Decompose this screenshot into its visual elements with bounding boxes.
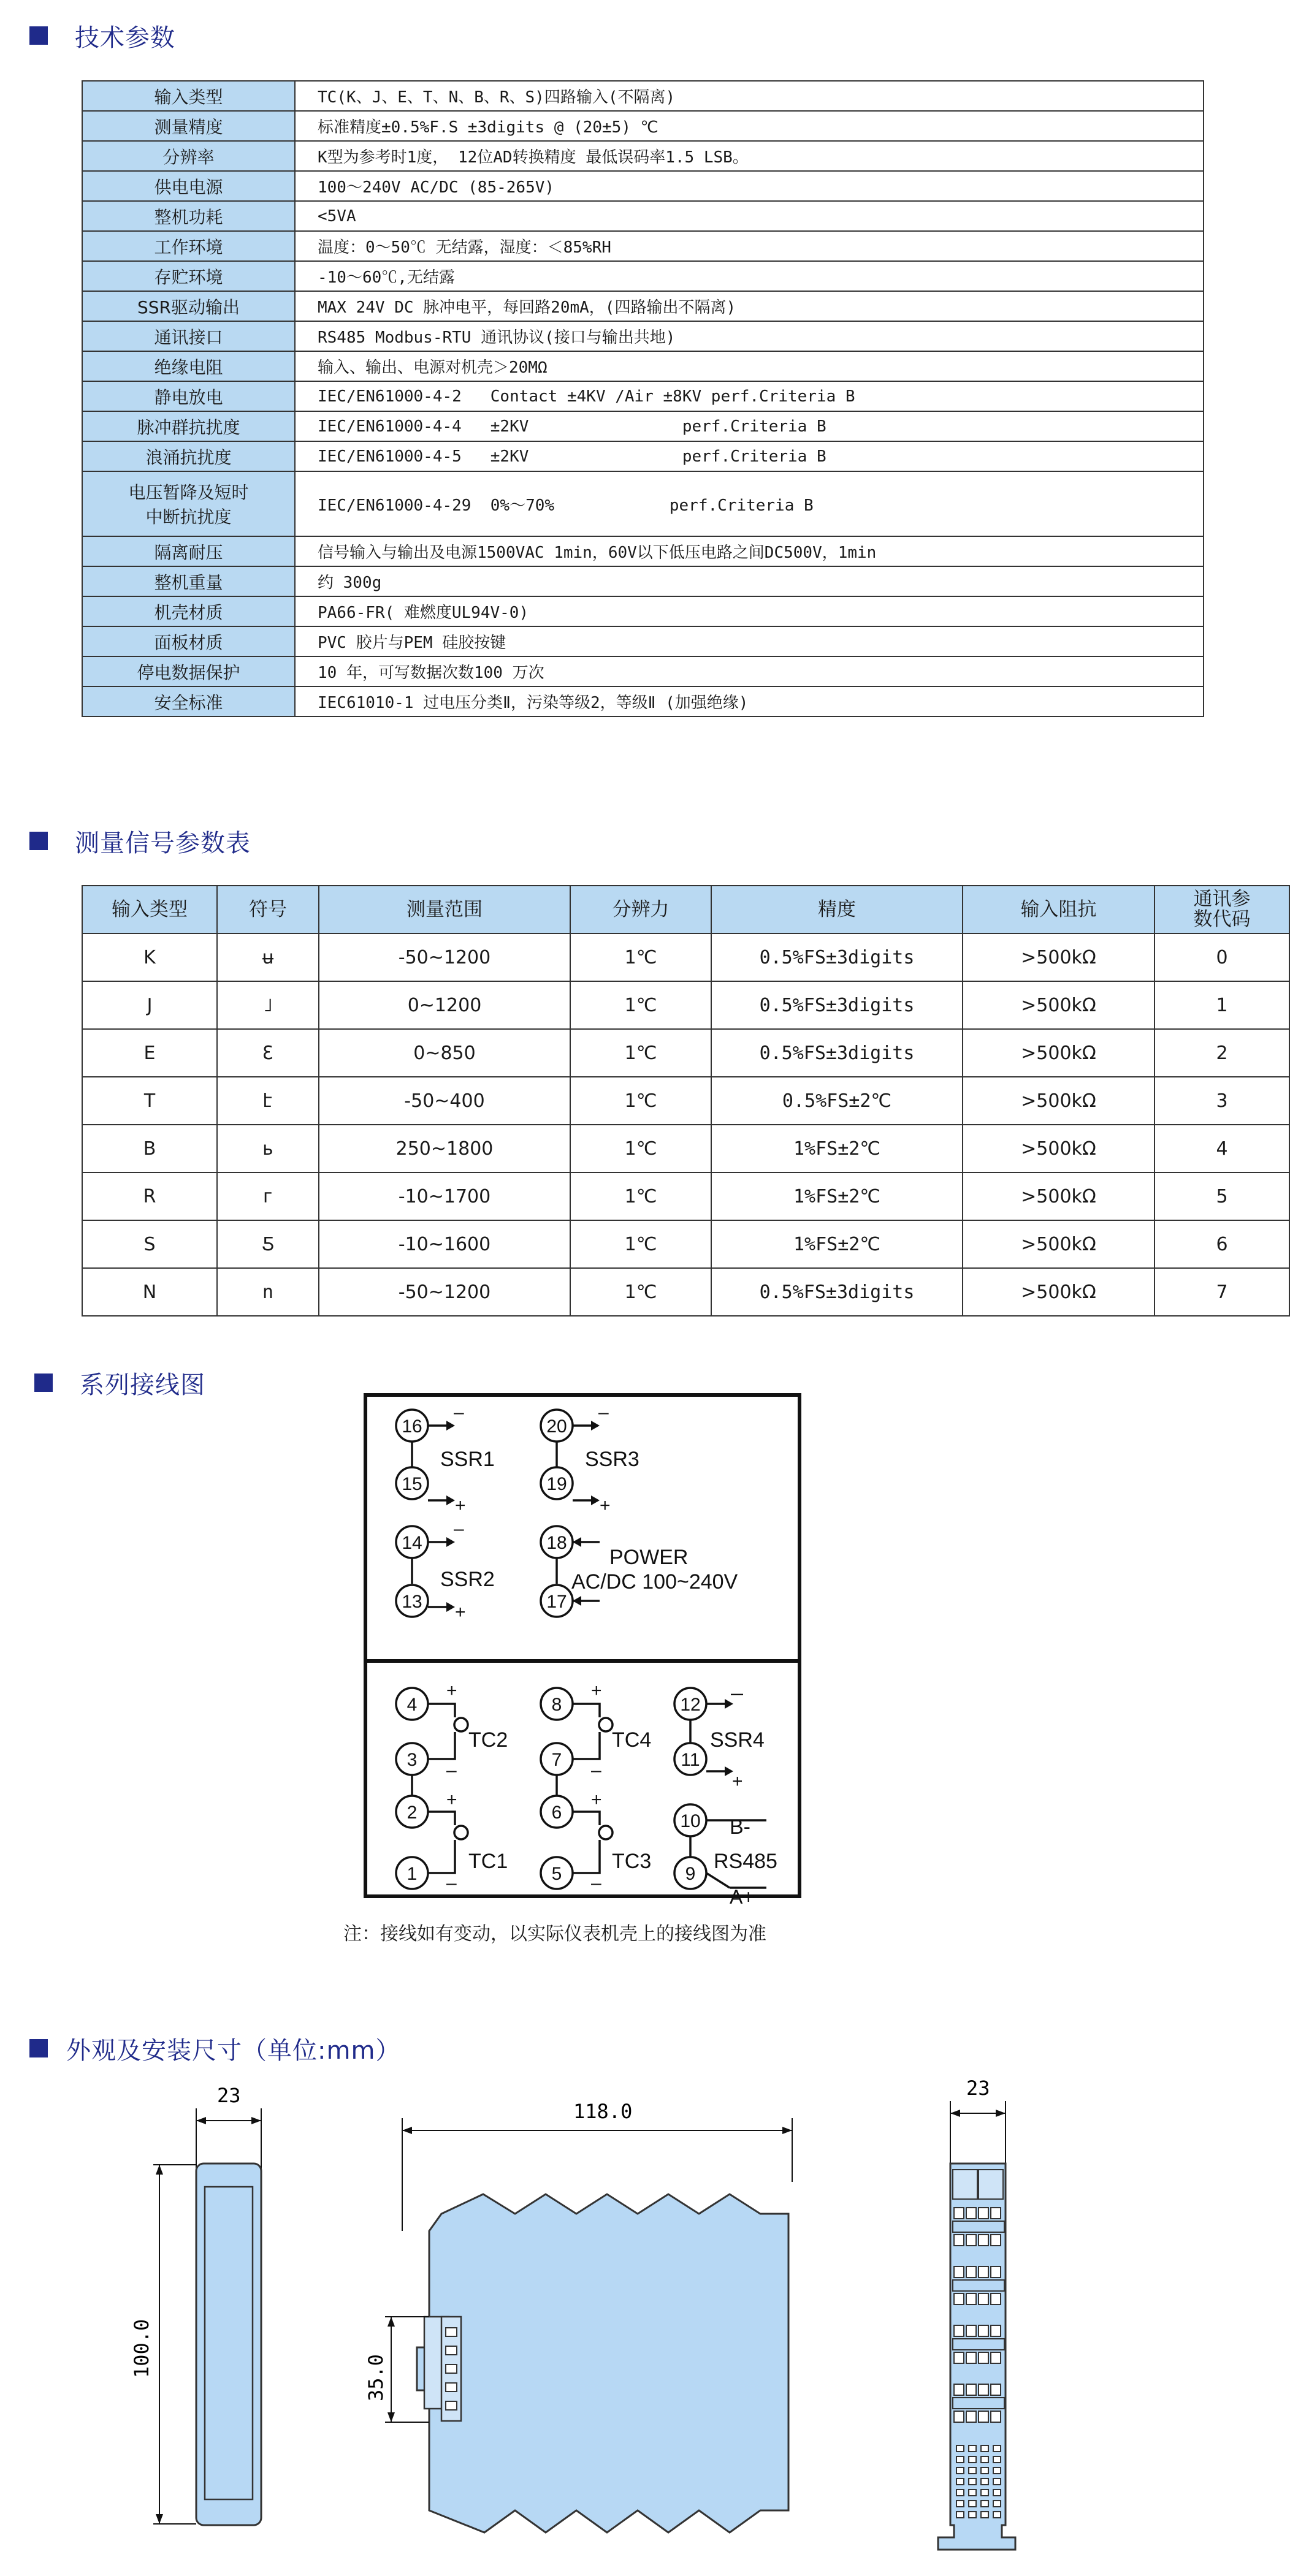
measure-cell-imp: >500kΩ bbox=[963, 1125, 1155, 1172]
spec-value: MAX 24V DC 脉冲电平，每回路20mA，(四路输出不隔离) bbox=[295, 291, 1204, 321]
measure-cell-imp: >500kΩ bbox=[963, 1029, 1155, 1077]
section-square-icon bbox=[29, 26, 48, 45]
measure-cell-res: 1℃ bbox=[570, 1172, 711, 1220]
terminal-number: 4 bbox=[406, 1695, 418, 1715]
measure-cell-acc: 0.5%FS±2℃ bbox=[711, 1077, 963, 1125]
measure-cell-range: -50~400 bbox=[319, 1077, 570, 1125]
col-header-symbol: 符号 bbox=[217, 886, 319, 933]
measure-cell-sym: г bbox=[217, 1172, 319, 1220]
measure-row bbox=[82, 1220, 1289, 1268]
spec-value: IEC/EN61000-4-29 0%～70% perf.Criteria B bbox=[295, 471, 1204, 536]
spec-row bbox=[82, 261, 1204, 291]
terminal-number: 18 bbox=[546, 1533, 567, 1553]
spec-row bbox=[82, 231, 1204, 261]
measure-cell-range: -10~1700 bbox=[319, 1172, 570, 1220]
spec-label: SSR驱动输出 bbox=[82, 291, 295, 321]
measure-cell-acc: 1%FS±2℃ bbox=[711, 1220, 963, 1268]
spec-row bbox=[82, 111, 1204, 141]
terminal-number: 16 bbox=[402, 1416, 422, 1437]
measure-cell-range: -50~1200 bbox=[319, 933, 570, 981]
spec-row bbox=[82, 441, 1204, 471]
spec-label: 测量精度 bbox=[82, 111, 295, 141]
terminal-number: 8 bbox=[551, 1695, 562, 1715]
dim-length: 118.0 bbox=[573, 2100, 633, 2123]
measure-cell-code: 5 bbox=[1155, 1172, 1289, 1220]
spec-row bbox=[82, 656, 1204, 686]
measure-cell-sym: ո bbox=[217, 1268, 319, 1316]
spec-value: IEC61010-1 过电压分类Ⅱ，污染等级2，等级Ⅱ (加强绝缘) bbox=[295, 686, 1204, 716]
minus-sign: – bbox=[591, 1873, 601, 1893]
spec-label: 供电电源 bbox=[82, 171, 295, 201]
terminal-number: 11 bbox=[681, 1750, 700, 1770]
spec-value: <5VA bbox=[295, 201, 1204, 231]
measure-row bbox=[82, 1125, 1289, 1172]
tc1-label: TC1 bbox=[468, 1850, 508, 1873]
minus-sign: – bbox=[446, 1760, 457, 1780]
spec-value: 标准精度±0.5%F.S ±3digits @ (20±5) ℃ bbox=[295, 111, 1204, 141]
measure-cell-res: 1℃ bbox=[570, 1125, 711, 1172]
measure-cell-code: 2 bbox=[1155, 1029, 1289, 1077]
measure-cell-sym: ь bbox=[217, 1125, 319, 1172]
measure-cell-range: -10~1600 bbox=[319, 1220, 570, 1268]
terminal-number: 9 bbox=[685, 1864, 696, 1884]
plus-sign: + bbox=[446, 1790, 457, 1810]
spec-label: 机壳材质 bbox=[82, 596, 295, 626]
tc4-label: TC4 bbox=[612, 1728, 652, 1752]
ssr4-label: SSR4 bbox=[710, 1728, 765, 1752]
col-header-code: 通讯参 数代码 bbox=[1155, 886, 1289, 933]
measure-cell-type: K bbox=[82, 933, 217, 981]
spec-label: 停电数据保护 bbox=[82, 656, 295, 686]
terminal-number: 12 bbox=[680, 1695, 701, 1715]
terminal-number: 5 bbox=[551, 1864, 562, 1884]
spec-value: IEC/EN61000-4-5 ±2KV perf.Criteria B bbox=[295, 441, 1204, 471]
spec-row bbox=[82, 81, 1204, 111]
measure-cell-res: 1℃ bbox=[570, 1220, 711, 1268]
measure-cell-acc: 0.5%FS±3digits bbox=[711, 981, 963, 1029]
measure-cell-imp: >500kΩ bbox=[963, 981, 1155, 1029]
measure-cell-type: R bbox=[82, 1172, 217, 1220]
spec-label: 通讯接口 bbox=[82, 321, 295, 351]
terminal-number: 15 bbox=[402, 1474, 422, 1494]
spec-value: 10 年，可写数据次数100 万次 bbox=[295, 656, 1204, 686]
wiring-diagram bbox=[362, 1391, 803, 1908]
terminal-number: 3 bbox=[406, 1750, 418, 1770]
b-minus-label: B- bbox=[730, 1815, 750, 1839]
plus-sign: + bbox=[591, 1790, 602, 1810]
ssr3-label: SSR3 bbox=[585, 1448, 639, 1471]
wiring-note: 注：接线如有变动，以实际仪表机壳上的接线图为准 bbox=[343, 1923, 766, 1945]
spec-label: 绝缘电阻 bbox=[82, 351, 295, 381]
side-view bbox=[364, 2100, 792, 2532]
spec-value: K型为参考时1度， 12位AD转换精度 最低误码率1.5 LSB。 bbox=[295, 141, 1204, 171]
measure-row bbox=[82, 1029, 1289, 1077]
measure-cell-imp: >500kΩ bbox=[963, 1077, 1155, 1125]
col-header-type: 输入类型 bbox=[82, 886, 217, 933]
dim-height: 100.0 bbox=[130, 2319, 153, 2378]
a-plus-label: A+ bbox=[730, 1886, 755, 1908]
minus-sign: – bbox=[446, 1873, 457, 1893]
measure-cell-acc: 0.5%FS±3digits bbox=[711, 1268, 963, 1316]
measure-cell-range: -50~1200 bbox=[319, 1268, 570, 1316]
spec-value: PA66-FR( 难燃度UL94V-0) bbox=[295, 596, 1204, 626]
spec-label: 浪涌抗扰度 bbox=[82, 441, 295, 471]
tc3-label: TC3 bbox=[612, 1850, 652, 1873]
plus-sign: + bbox=[591, 1681, 602, 1701]
power-range-label: AC/DC 100~240V bbox=[571, 1570, 738, 1594]
section-square-icon bbox=[34, 1373, 53, 1392]
measure-cell-imp: >500kΩ bbox=[963, 1268, 1155, 1316]
section-square-icon bbox=[29, 2039, 48, 2057]
measure-cell-code: 3 bbox=[1155, 1077, 1289, 1125]
measure-cell-code: 6 bbox=[1155, 1220, 1289, 1268]
measure-row bbox=[82, 933, 1289, 981]
measure-row bbox=[82, 981, 1289, 1029]
spec-value: 温度：0～50℃ 无结露，湿度：＜85%RH bbox=[295, 231, 1204, 261]
spec-row bbox=[82, 351, 1204, 381]
dimension-drawings bbox=[123, 2047, 1079, 2550]
measure-cell-range: 250~1800 bbox=[319, 1125, 570, 1172]
spec-label: 整机功耗 bbox=[82, 201, 295, 231]
tc2-label: TC2 bbox=[468, 1728, 508, 1752]
rs485-label: RS485 bbox=[714, 1850, 777, 1873]
measure-cell-sym: Ƽ bbox=[217, 1220, 319, 1268]
dim-rail: 35.0 bbox=[364, 2354, 387, 2401]
terminal-number: 10 bbox=[680, 1811, 701, 1831]
measure-cell-acc: 0.5%FS±3digits bbox=[711, 933, 963, 981]
spec-label: 安全标准 bbox=[82, 686, 295, 716]
measure-cell-type: T bbox=[82, 1077, 217, 1125]
plus-sign: + bbox=[455, 1602, 466, 1622]
spec-value: RS485 Modbus-RTU 通讯协议(接口与输出共地) bbox=[295, 321, 1204, 351]
power-label: POWER bbox=[609, 1546, 689, 1569]
dim-width-left: 23 bbox=[217, 2084, 241, 2107]
ssr2-label: SSR2 bbox=[440, 1568, 495, 1591]
section-square-icon bbox=[29, 832, 48, 850]
spec-label: 整机重量 bbox=[82, 566, 295, 596]
terminal-number: 6 bbox=[551, 1803, 562, 1823]
spec-value: IEC/EN61000-4-4 ±2KV perf.Criteria B bbox=[295, 411, 1204, 441]
spec-value: 约 300g bbox=[295, 566, 1204, 596]
spec-row bbox=[82, 321, 1204, 351]
plus-sign: + bbox=[455, 1495, 466, 1516]
spec-label: 输入类型 bbox=[82, 81, 295, 111]
measure-cell-range: 0~850 bbox=[319, 1029, 570, 1077]
measure-cell-acc: 0.5%FS±3digits bbox=[711, 1029, 963, 1077]
spec-label: 电压暂降及短时 中断抗扰度 bbox=[82, 471, 295, 536]
terminal-number: 19 bbox=[546, 1474, 567, 1494]
spec-value: TC(K、J、E、T、N、B、R、S)四路输入(不隔离) bbox=[295, 81, 1204, 111]
spec-row bbox=[82, 381, 1204, 411]
spec-table bbox=[82, 80, 1204, 717]
terminal-number: 13 bbox=[402, 1592, 422, 1612]
end-view bbox=[938, 2076, 1015, 2550]
terminal-number: 17 bbox=[546, 1592, 567, 1612]
measure-cell-code: 7 bbox=[1155, 1268, 1289, 1316]
measure-cell-acc: 1%FS±2℃ bbox=[711, 1172, 963, 1220]
plus-sign: + bbox=[446, 1681, 457, 1701]
plus-sign: + bbox=[732, 1771, 743, 1791]
spec-row bbox=[82, 411, 1204, 441]
minus-sign: – bbox=[454, 1519, 464, 1539]
spec-value: 输入、输出、电源对机壳＞20MΩ bbox=[295, 351, 1204, 381]
spec-row bbox=[82, 201, 1204, 231]
minus-sign: – bbox=[591, 1760, 601, 1780]
spec-label: 隔离耐压 bbox=[82, 536, 295, 566]
spec-value: PVC 胶片与PEM 硅胶按键 bbox=[295, 626, 1204, 656]
terminal-number: 2 bbox=[406, 1803, 418, 1823]
measure-cell-sym: Ɛ bbox=[217, 1029, 319, 1077]
col-header-impedance: 输入阻抗 bbox=[963, 886, 1155, 933]
section-title-measure: 测量信号参数表 bbox=[29, 823, 251, 859]
measure-cell-type: B bbox=[82, 1125, 217, 1172]
spec-value: 100～240V AC/DC (85-265V) bbox=[295, 171, 1204, 201]
spec-label: 存贮环境 bbox=[82, 261, 295, 291]
spec-row bbox=[82, 291, 1204, 321]
spec-label: 静电放电 bbox=[82, 381, 295, 411]
measure-cell-type: E bbox=[82, 1029, 217, 1077]
section-title-dims: 外观及安装尺寸（单位:mm） bbox=[29, 2030, 400, 2067]
measure-cell-sym: ˩ bbox=[217, 981, 319, 1029]
minus-sign: – bbox=[731, 1680, 744, 1705]
spec-value: IEC/EN61000-4-2 Contact ±4KV /Air ±8KV perf.Criteria B bbox=[295, 381, 1204, 411]
terminal-number: 20 bbox=[546, 1416, 567, 1437]
spec-label: 工作环境 bbox=[82, 231, 295, 261]
measure-cell-range: 0~1200 bbox=[319, 981, 570, 1029]
section-title-tech: 技术参数 bbox=[29, 17, 175, 54]
measure-cell-type: N bbox=[82, 1268, 217, 1316]
measure-row bbox=[82, 1268, 1289, 1316]
spec-row bbox=[82, 171, 1204, 201]
spec-row bbox=[82, 686, 1204, 716]
spec-label: 分辨率 bbox=[82, 141, 295, 171]
measure-row bbox=[82, 1172, 1289, 1220]
measure-cell-imp: >500kΩ bbox=[963, 933, 1155, 981]
measure-cell-code: 4 bbox=[1155, 1125, 1289, 1172]
spec-row bbox=[82, 536, 1204, 566]
spec-row bbox=[82, 596, 1204, 626]
measure-cell-type: J bbox=[82, 981, 217, 1029]
terminal-number: 14 bbox=[402, 1533, 422, 1553]
col-header-range: 测量范围 bbox=[319, 886, 570, 933]
spec-value: 信号输入与输出及电源1500VAC 1min，60V以下低压电路之间DC500V，1min bbox=[295, 536, 1204, 566]
section-title-wiring: 系列接线图 bbox=[34, 1364, 205, 1401]
measure-row bbox=[82, 1077, 1289, 1125]
spec-label: 脉冲群抗扰度 bbox=[82, 411, 295, 441]
measure-cell-type: S bbox=[82, 1220, 217, 1268]
measure-cell-acc: 1%FS±2℃ bbox=[711, 1125, 963, 1172]
col-header-accuracy: 精度 bbox=[711, 886, 963, 933]
spec-label: 面板材质 bbox=[82, 626, 295, 656]
front-view bbox=[130, 2084, 261, 2525]
minus-sign: – bbox=[454, 1402, 464, 1423]
plus-sign: + bbox=[600, 1495, 611, 1516]
col-header-resolution: 分辨力 bbox=[570, 886, 711, 933]
measure-cell-imp: >500kΩ bbox=[963, 1220, 1155, 1268]
spec-value: -10～60℃,无结露 bbox=[295, 261, 1204, 291]
measure-cell-res: 1℃ bbox=[570, 1029, 711, 1077]
terminal-number: 7 bbox=[551, 1750, 562, 1770]
measure-cell-res: 1℃ bbox=[570, 933, 711, 981]
spec-row bbox=[82, 141, 1204, 171]
measure-cell-code: 0 bbox=[1155, 933, 1289, 981]
measure-cell-code: 1 bbox=[1155, 981, 1289, 1029]
dim-width-right: 23 bbox=[966, 2076, 990, 2100]
measure-table bbox=[82, 885, 1290, 1316]
measure-cell-res: 1℃ bbox=[570, 1268, 711, 1316]
spec-row bbox=[82, 626, 1204, 656]
terminal-number: 1 bbox=[406, 1864, 418, 1884]
minus-sign: – bbox=[598, 1402, 609, 1423]
measure-cell-sym: է bbox=[217, 1077, 319, 1125]
measure-cell-imp: >500kΩ bbox=[963, 1172, 1155, 1220]
measure-cell-res: 1℃ bbox=[570, 1077, 711, 1125]
spec-row bbox=[82, 471, 1204, 536]
measure-cell-sym: ʉ bbox=[217, 933, 319, 981]
measure-cell-res: 1℃ bbox=[570, 981, 711, 1029]
spec-row bbox=[82, 566, 1204, 596]
ssr1-label: SSR1 bbox=[440, 1448, 495, 1471]
